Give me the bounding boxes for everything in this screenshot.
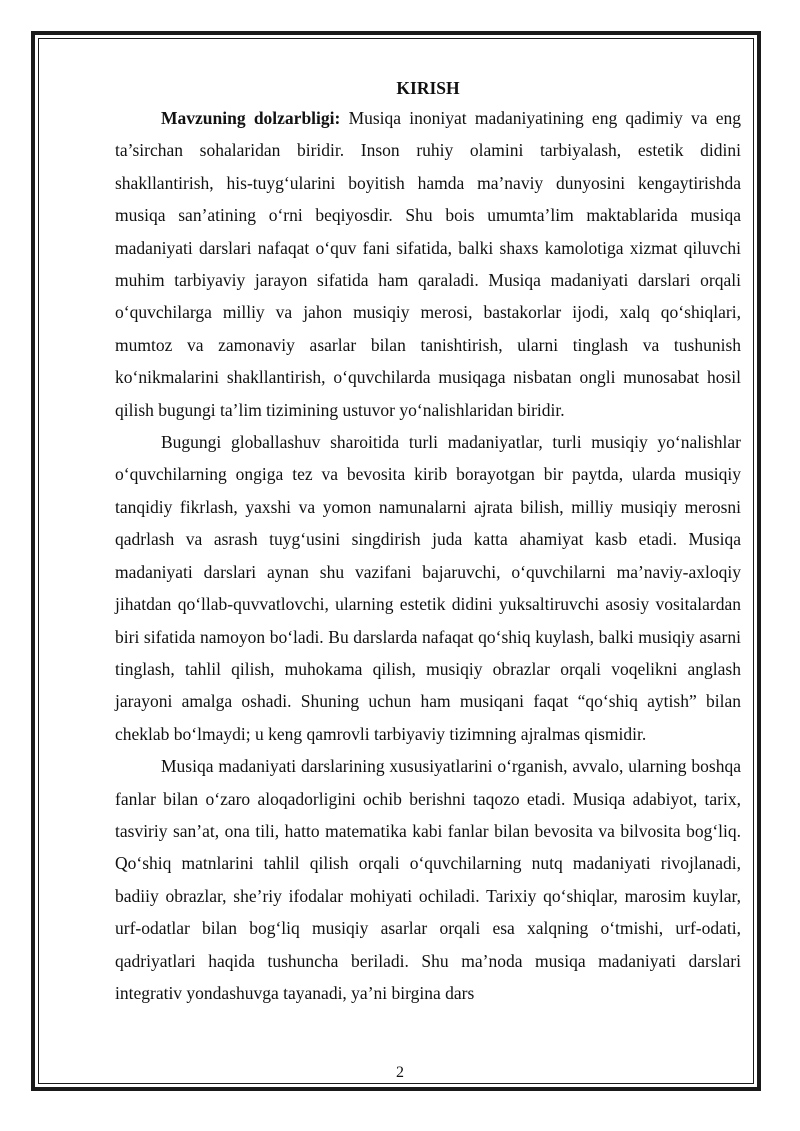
document-body: [115, 74, 741, 1009]
page-number: 2: [396, 1064, 404, 1081]
paragraph-2: Bugungi globallashuv sharoitida turli madaniyatlar, turli musiqiy yo‘nalishlar o‘quvchilarning ongiga tez va bevosita kirib borayotgan bir paytda, ularda musiqiy tanqidiy fikrlash, yaxshi va yomon namunalarni ajrata bilish, milliy musiqiy merosni qadrlash va asrash tuyg‘usini singdirish juda katta ahamiyat kasb etadi. Musiqa madaniyati darslari aynan shu vazifani bajaruvchi, o‘quvchilarni ma’naviy-axloqiy jihatdan qo‘llab-quvvatlovchi, ularning estetik didini yuksaltiruvchi asosiy vositalardan biri sifatida namoyon bo‘ladi. Bu darslarda nafaqat qo‘shiq kuylash, balki musiqiy asarni tinglash, tahlil qilish, muhokama qilish, musiqiy obrazlar orqali voqelikni anglash jarayoni amalga oshadi. Shuning uchun ham musiqani faqat “qo‘shiq aytish” bilan cheklab bo‘lmaydi; u keng qamrovli tarbiyaviy tizimning ajralmas qismidir.: [115, 432, 741, 744]
paragraph-1-body: Musiqa inoniyat madaniyatining eng qadimiy va eng ta’sirchan sohalaridan biridir. Inson ruhiy olamini tarbiyalash, estetik didini shakllantirish, his-tuyg‘ularini boyitish hamda ma’naviy dunyosini kengaytirishda musiqa san’atining o‘rni beqiyosdir. Shu bois umumta’lim maktablarida musiqa madaniyati darslari nafaqat o‘quv fani sifatida, balki shaxs kamolotiga xizmat qiluvchi muhim tarbiyaviy jarayon sifatida ham qaraladi. Musiqa madaniyati darslari orqali o‘quvchilarga milliy va jahon musiqiy merosi, bastakorlar ijodi, xalq qo‘shiqlari, mumtoz va zamonaviy asarlar bilan tanishtirish, ularni tinglash va tushunish ko‘nikmalarini shakllantirish, o‘quvchilarda musiqaga nisbatan ongli munosabat hosil qilish bugungi ta’lim tizimining ustuvor yo‘nalishlaridan biridir.: [115, 108, 741, 420]
paragraph-1: [115, 102, 741, 426]
paragraph-1-lead: Mavzuning dolzarbligi:: [161, 108, 341, 128]
paragraph-3: Musiqa madaniyati darslarining xususiyatlarini o‘rganish, avvalo, ularning boshqa fanlar bilan o‘zaro aloqadorligini ochib berishni taqozo etadi. Musiqa adabiyot, tarix, tasviriy san’at, ona tili, hatto matematika kabi fanlar bilan bevosita va bilvosita bog‘liq. Qo‘shiq matnlarini tahlil qilish orqali o‘quvchilarning nutq madaniyati rivojlanadi, badiiy obrazlar, she’riy ifodalar mohiyati ochiladi. Tarixiy qo‘shiqlar, marosim kuylar, urf-odatlar bilan bog‘liq musiqiy asarlar orqali esa xalqning o‘tmishi, urf-odati, qadriyatlari haqida tushuncha beriladi. Shu ma’noda musiqa madaniyati darslari integrativ yondashuvga tayanadi, ya’ni birgina dars: [115, 756, 741, 1003]
page-title: KIRISH: [396, 78, 460, 98]
